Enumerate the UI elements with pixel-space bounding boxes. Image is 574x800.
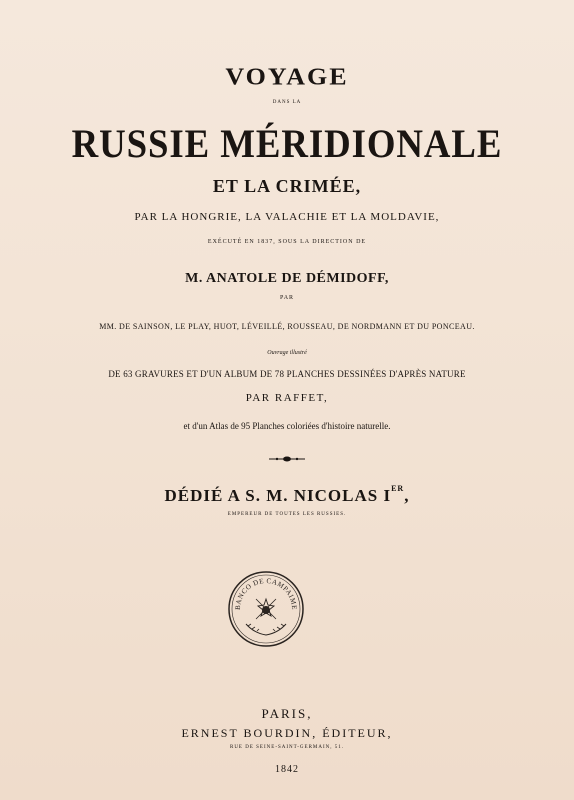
main-title: RUSSIE MÉRIDIONALE (71, 121, 503, 166)
imprint-publisher: ERNEST BOURDIN, ÉDITEUR, (181, 726, 393, 740)
svg-text:BANCO DE CAMPAIME: BANCO DE CAMPAIME (233, 576, 299, 611)
atlas-text: et d'un Atlas de 95 Planches coloriées d'histoire naturelle. (183, 421, 391, 431)
director-name: M. ANATOLE DE DÉMIDOFF, (185, 271, 389, 286)
imprint-year: 1842 (275, 764, 299, 775)
emperor-text: EMPEREUR DE TOUTES LES RUSSIES. (227, 512, 347, 517)
library-stamp-icon (226, 569, 306, 649)
dans-la-text: DANS LA (272, 100, 302, 105)
dedication-superscript: ER (391, 484, 405, 493)
imprint-address: RUE DE SEINE-SAINT-GERMAIN, 51. (229, 745, 344, 750)
par-text: PAR (279, 295, 295, 301)
subtitle: ET LA CRIMÉE, (212, 176, 362, 196)
dedication (0, 484, 574, 506)
ouvrage-text: Ouvrage illustré (267, 350, 307, 356)
gravures-text: DE 63 GRAVURES ET D'UN ALBUM DE 78 PLANCHES DESSINÉES D'APRÈS NATURE (108, 369, 466, 379)
executed-text: EXÉCUTÉ EN 1837, SOUS LA DIRECTION DE (207, 239, 367, 245)
route-text: PAR LA HONGRIE, LA VALACHIE ET LA MOLDAVIE, (134, 211, 440, 223)
ornament-divider (0, 452, 574, 466)
authors-list: MM. DE SAINSON, LE PLAY, HUOT, LÉVEILLÉ, ROUSSEAU, DE NORDMANN ET DU PONCEAU. (99, 322, 475, 331)
dedication-text: DÉDIÉ A S. M. NICOLAS I (164, 486, 392, 505)
imprint-city: PARIS, (261, 706, 313, 721)
raffet-text: PAR RAFFET, (245, 392, 329, 404)
dedication-comma: , (404, 486, 410, 505)
voyage-heading: VOYAGE (225, 62, 349, 91)
